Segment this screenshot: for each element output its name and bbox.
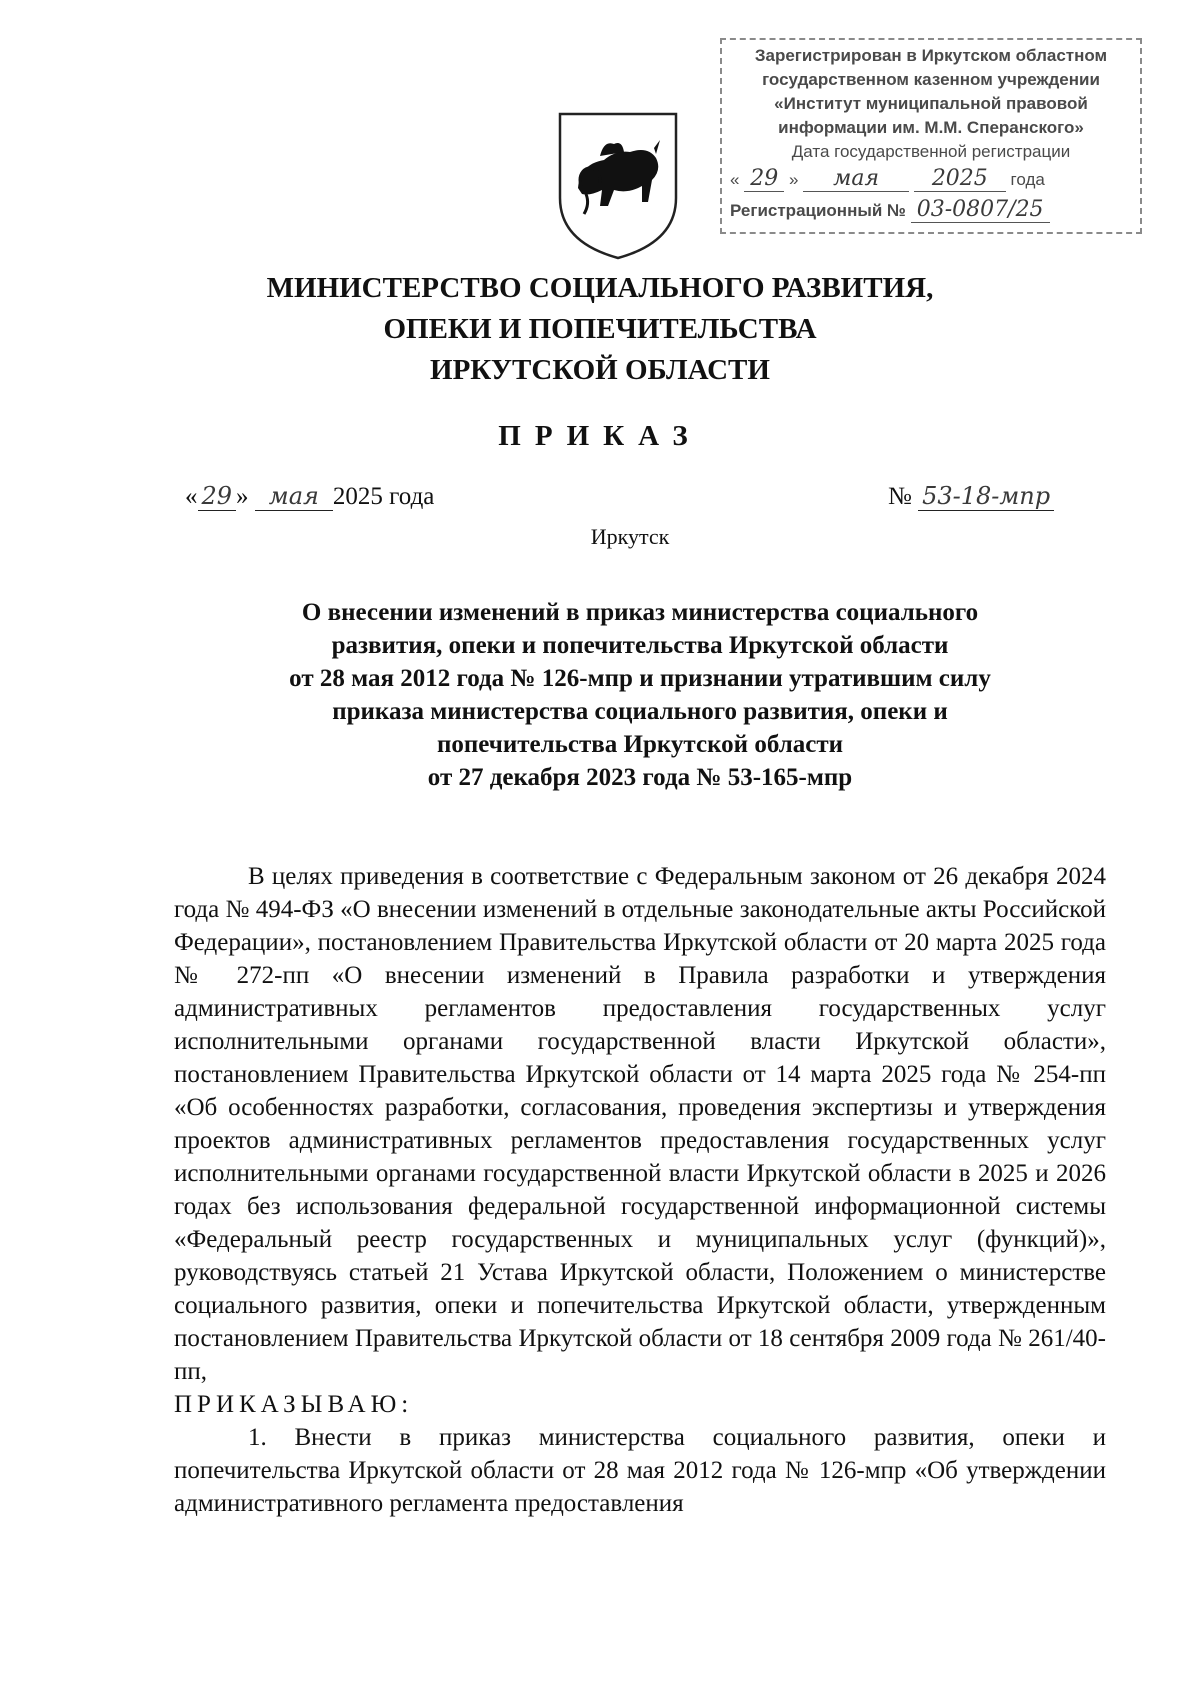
registration-stamp: [720, 38, 1142, 234]
date-close-quote: »: [236, 483, 249, 510]
stamp-reg-row: [730, 195, 1132, 226]
date-year: 2025 года: [332, 483, 435, 510]
ministry-header-line-2: ОПЕКИ И ПОПЕЧИТЕЛЬСТВА: [383, 313, 817, 345]
ministry-header: [0, 268, 1200, 391]
preamble-paragraph: В целях приведения в соответствие с Федеральным законом от 26 декабря 2024 года № 494-ФЗ «О внесении изменений в отдельные законодательные акты Российской Федерации», постановлением Правительства Иркутской области от 20 марта 2025 года № 272-пп «О внесении изменений в Правила разработки и утверждения административных регламентов предоставления государственных услуг исполнительными органами государственной власти Иркутской области», постановлением Правительства Иркутской области от 14 марта 2025 года № 254-пп «Об особенностях разработки, согласования, проведения экспертизы и утверждения проектов административных регламентов предоставления государственных услуг исполнительными органами государственной власти Иркутской области в 2025 и 2026 годах без использования федеральной государственной информационной системы «Федеральный реестр государственных и муниципальных услуг (функций)», руководствуясь статьей 21 Устава Иркутской области, Положением о министерстве социального развития, опеки и попечительства Иркутской области, утвержденным постановлением Правительства Иркутской области от 18 сентября 2009 года № 261/40-пп,: [174, 863, 1106, 1385]
item-1-paragraph: 1. Внести в приказ министерства социального развития, опеки и попечительства Иркутской области от 28 мая 2012 года № 126-мпр «Об утверждении административного регламента предоставления: [174, 1424, 1106, 1517]
date-month-handwritten: мая: [255, 482, 333, 511]
prikazyvayu: ПРИКАЗЫВАЮ:: [174, 1391, 414, 1418]
ministry-header-line-1: МИНИСТЕРСТВО СОЦИАЛЬНОГО РАЗВИТИЯ,: [266, 272, 934, 304]
stamp-year-suffix: года: [1010, 170, 1045, 189]
stamp-close-quote: »: [788, 170, 799, 189]
date-open-quote: «: [185, 483, 198, 510]
stamp-day-handwritten: 29: [744, 166, 784, 192]
stamp-line-2: государственном казенном учреждении: [762, 70, 1100, 89]
order-title: ПРИКАЗ: [498, 420, 702, 452]
number-prefix: №: [888, 483, 912, 510]
stamp-line-4: информации им. М.М. Сперанского»: [778, 118, 1084, 137]
subject-line-5: попечительства Иркутской области: [436, 731, 844, 758]
stamp-line-1: Зарегистрирован в Иркутском областном: [754, 46, 1108, 65]
stamp-reg-label: Регистрационный №: [730, 201, 906, 220]
subject-line-1: О внесении изменений в приказ министерства социального: [301, 599, 979, 626]
order-date: [185, 482, 434, 511]
number-handwritten: 53-18-мпр: [918, 482, 1054, 511]
stamp-open-quote: «: [730, 170, 740, 189]
stamp-date-label: Дата государственной регистрации: [791, 142, 1071, 161]
stamp-date-row: [730, 164, 1132, 195]
order-body: [174, 860, 1106, 1520]
subject-line-2: развития, опеки и попечительства Иркутской области: [331, 632, 949, 659]
city: Иркутск: [590, 524, 670, 549]
coat-of-arms-icon: [556, 110, 680, 260]
stamp-year-handwritten: 2025: [914, 166, 1006, 192]
subject-line-3: от 28 мая 2012 года № 126-мпр и признании утратившим силу: [289, 665, 991, 692]
order-number: [888, 482, 1054, 511]
date-day-handwritten: 29: [198, 482, 237, 511]
ministry-header-line-3: ИРКУТСКОЙ ОБЛАСТИ: [430, 354, 770, 386]
stamp-line-3: «Институт муниципальной правовой: [774, 94, 1088, 113]
stamp-reg-number-handwritten: 03-0807/25: [911, 197, 1050, 223]
stamp-month-handwritten: мая: [803, 166, 909, 192]
subject-line-6: от 27 декабря 2023 года № 53-165-мпр: [427, 764, 853, 791]
order-subject: [200, 596, 1080, 794]
subject-line-4: приказа министерства социального развития, опеки и: [332, 698, 948, 725]
